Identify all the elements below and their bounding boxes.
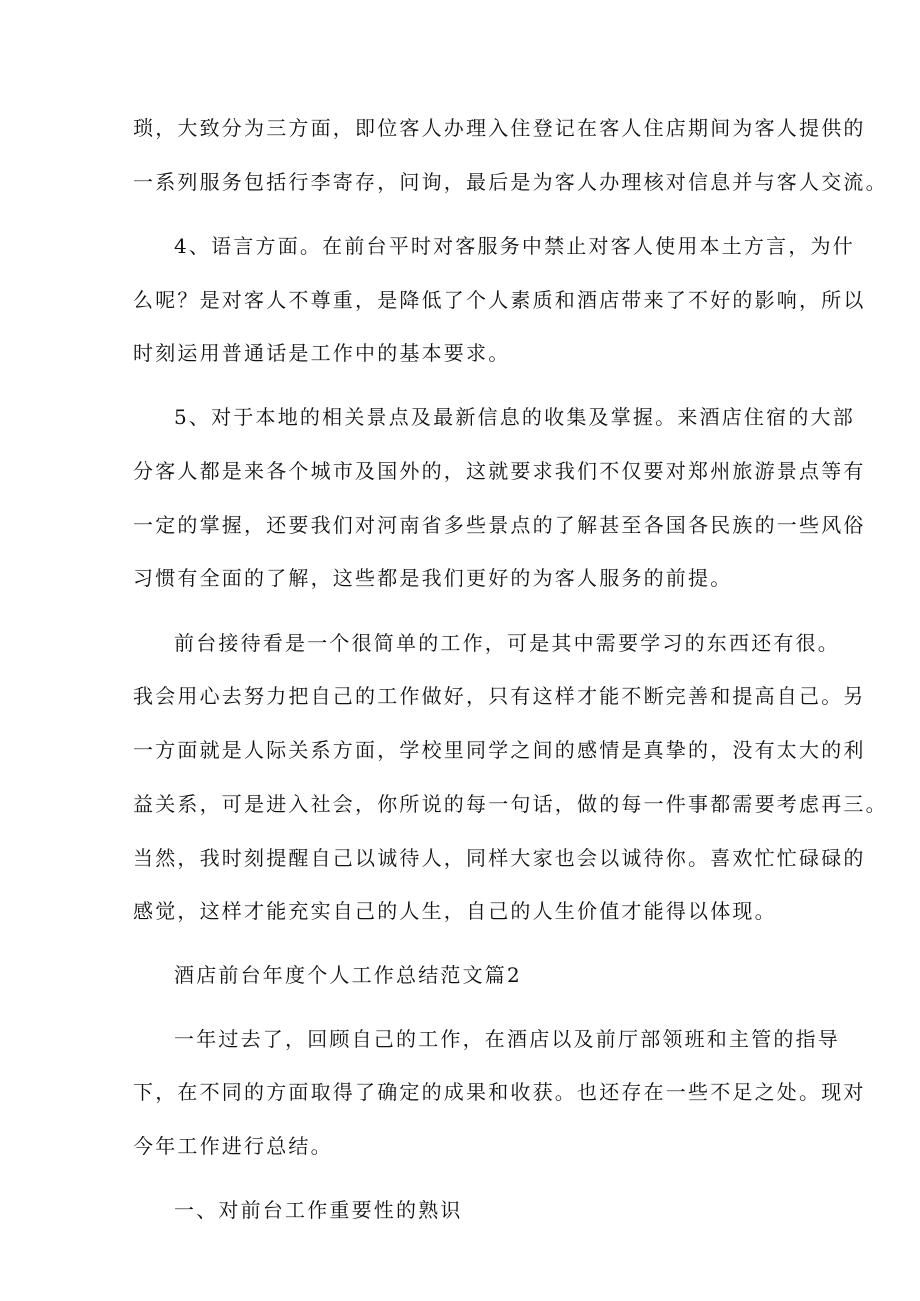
paragraph-line: 当然，我时刻提醒自己以诚待人，同样大家也会以诚待你。喜欢忙忙碌碌的: [133, 846, 866, 870]
paragraph-line: 感觉，这样才能充实自己的人生，自己的人生价值才能得以体现。: [133, 899, 777, 923]
section-heading: 一、对前台工作重要性的熟识: [174, 1198, 463, 1222]
paragraph-line: 琐，大致分为三方面，即位客人办理入住登记在客人住店期间为客人提供的: [133, 116, 866, 140]
paragraph-line: 一方面就是人际关系方面，学校里同学之间的感情是真挚的，没有太大的利: [133, 738, 866, 762]
paragraph-line: 一定的掌握，还要我们对河南省多些景点的了解甚至各国各民族的一些风俗: [133, 513, 866, 537]
paragraph-line: 我会用心去努力把自己的工作做好，只有这样才能不断完善和提高自己。另: [133, 684, 866, 708]
paragraph-line: 5、对于本地的相关景点及最新信息的收集及掌握。来酒店住宿的大部: [174, 405, 855, 429]
paragraph-line: 一年过去了，回顾自己的工作，在酒店以及前厅部领班和主管的指导: [174, 1027, 840, 1051]
paragraph-line: 下，在不同的方面取得了确定的成果和收获。也还存在一些不足之处。现对: [133, 1080, 866, 1104]
paragraph-line: 么呢？是对客人不尊重，是降低了个人素质和酒店带来了不好的影响，所以: [133, 288, 866, 312]
paragraph-line: 分客人都是来各个城市及国外的，这就要求我们不仅要对郑州旅游景点等有: [133, 459, 866, 483]
paragraph-line: 益关系，可是进入社会，你所说的每一句话，做的每一件事都需要考虑再三。: [133, 792, 888, 816]
paragraph-line: 时刻运用普通话是工作中的基本要求。: [133, 341, 511, 365]
paragraph-line: 前台接待看是一个很简单的工作，可是其中需要学习的东西还有很。: [174, 631, 840, 655]
section-title: 酒店前台年度个人工作总结范文篇2: [174, 963, 522, 987]
paragraph-line: 一系列服务包括行李寄存，问询，最后是为客人办理核对信息并与客人交流。: [133, 170, 888, 194]
paragraph-line: 今年工作进行总结。: [133, 1134, 333, 1158]
paragraph-line: 习惯有全面的了解，这些都是我们更好的为客人服务的前提。: [133, 566, 733, 590]
paragraph-line: 4、语言方面。在前台平时对客服务中禁止对客人使用本土方言，为什: [174, 234, 855, 258]
